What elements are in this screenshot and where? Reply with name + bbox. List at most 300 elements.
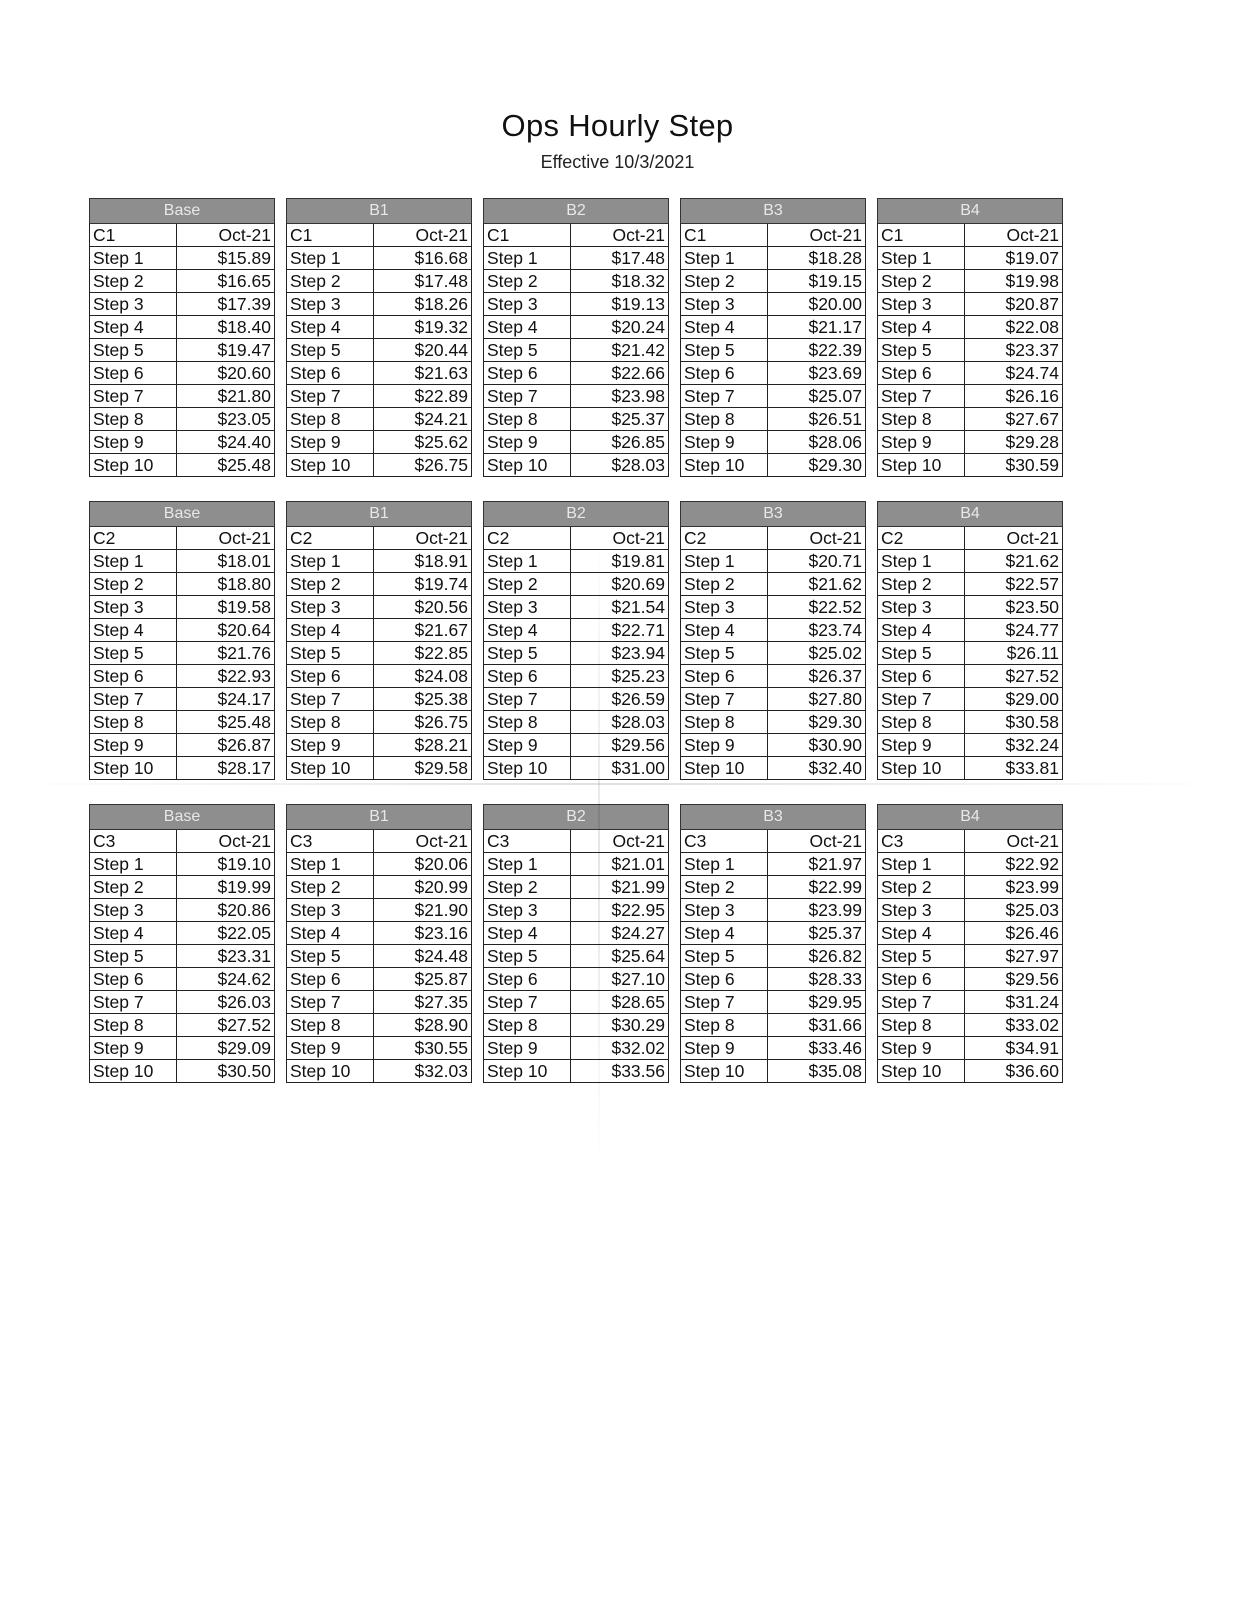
- step-row: [287, 876, 472, 899]
- step-row: [681, 945, 866, 968]
- hourly-rate: $25.07: [768, 385, 866, 408]
- step-label: Step 10: [287, 454, 374, 477]
- step-label: Step 4: [287, 316, 374, 339]
- hourly-rate: $26.87: [177, 734, 275, 757]
- step-label: Step 3: [90, 899, 177, 922]
- class-label: C3: [878, 830, 965, 853]
- step-label: Step 9: [484, 431, 571, 454]
- step-row: [681, 431, 866, 454]
- step-row: [484, 339, 669, 362]
- hourly-rate: $23.50: [965, 596, 1063, 619]
- step-row: [878, 1014, 1063, 1037]
- step-row: [681, 293, 866, 316]
- period-header: Oct-21: [965, 527, 1063, 550]
- hourly-rate: $29.09: [177, 1037, 275, 1060]
- step-label: Step 7: [90, 991, 177, 1014]
- step-label: Step 10: [287, 1060, 374, 1083]
- step-row: [484, 922, 669, 945]
- step-label: Step 2: [484, 876, 571, 899]
- step-row: [878, 991, 1063, 1014]
- class-label: C1: [878, 224, 965, 247]
- class-label: C3: [287, 830, 374, 853]
- step-row: [90, 573, 275, 596]
- step-row: [484, 293, 669, 316]
- hourly-rate: $19.74: [374, 573, 472, 596]
- hourly-rate: $19.81: [571, 550, 669, 573]
- step-label: Step 5: [90, 642, 177, 665]
- band-header: B4: [878, 199, 1063, 224]
- hourly-rate: $32.24: [965, 734, 1063, 757]
- band-header: B3: [681, 805, 866, 830]
- step-row: [287, 270, 472, 293]
- step-row: [878, 550, 1063, 573]
- step-row: [484, 573, 669, 596]
- step-label: Step 1: [90, 247, 177, 270]
- hourly-rate: $21.99: [571, 876, 669, 899]
- period-header: Oct-21: [374, 527, 472, 550]
- step-row: [90, 293, 275, 316]
- step-label: Step 1: [878, 247, 965, 270]
- hourly-rate: $26.46: [965, 922, 1063, 945]
- step-label: Step 9: [484, 1037, 571, 1060]
- step-label: Step 7: [484, 688, 571, 711]
- hourly-rate: $31.24: [965, 991, 1063, 1014]
- step-row: [287, 899, 472, 922]
- step-row: [287, 385, 472, 408]
- step-row: [878, 573, 1063, 596]
- hourly-rate: $26.75: [374, 711, 472, 734]
- step-label: Step 4: [878, 619, 965, 642]
- hourly-rate: $22.85: [374, 642, 472, 665]
- step-row: [90, 270, 275, 293]
- step-row: [287, 945, 472, 968]
- step-row: [878, 734, 1063, 757]
- step-label: Step 5: [484, 642, 571, 665]
- hourly-rate: $29.30: [768, 454, 866, 477]
- step-row: [90, 316, 275, 339]
- step-row: [681, 247, 866, 270]
- hourly-rate: $19.13: [571, 293, 669, 316]
- step-table-c3-base: [89, 804, 275, 1083]
- hourly-rate: $25.64: [571, 945, 669, 968]
- hourly-rate: $33.02: [965, 1014, 1063, 1037]
- step-row: [681, 385, 866, 408]
- band-header: B1: [287, 805, 472, 830]
- step-row: [484, 1014, 669, 1037]
- step-label: Step 10: [878, 1060, 965, 1083]
- step-row: [484, 642, 669, 665]
- step-row: [90, 431, 275, 454]
- hourly-rate: $28.06: [768, 431, 866, 454]
- step-row: [484, 665, 669, 688]
- hourly-rate: $21.01: [571, 853, 669, 876]
- step-row: [484, 688, 669, 711]
- step-label: Step 4: [90, 316, 177, 339]
- step-label: Step 10: [681, 757, 768, 780]
- step-label: Step 9: [681, 1037, 768, 1060]
- hourly-rate: $18.01: [177, 550, 275, 573]
- hourly-rate: $24.74: [965, 362, 1063, 385]
- step-label: Step 8: [878, 408, 965, 431]
- hourly-rate: $20.60: [177, 362, 275, 385]
- step-row: [90, 899, 275, 922]
- step-row: [681, 665, 866, 688]
- hourly-rate: $27.10: [571, 968, 669, 991]
- hourly-rate: $22.99: [768, 876, 866, 899]
- hourly-rate: $26.75: [374, 454, 472, 477]
- hourly-rate: $22.92: [965, 853, 1063, 876]
- hourly-rate: $33.56: [571, 1060, 669, 1083]
- step-label: Step 7: [681, 991, 768, 1014]
- step-label: Step 8: [90, 711, 177, 734]
- hourly-rate: $26.85: [571, 431, 669, 454]
- hourly-rate: $31.00: [571, 757, 669, 780]
- hourly-rate: $19.58: [177, 596, 275, 619]
- step-row: [287, 757, 472, 780]
- hourly-rate: $26.37: [768, 665, 866, 688]
- hourly-rate: $20.71: [768, 550, 866, 573]
- step-row: [90, 734, 275, 757]
- hourly-rate: $22.89: [374, 385, 472, 408]
- hourly-rate: $26.51: [768, 408, 866, 431]
- step-label: Step 9: [878, 1037, 965, 1060]
- hourly-rate: $21.62: [965, 550, 1063, 573]
- step-table-c3-b4: [877, 804, 1063, 1083]
- step-label: Step 2: [90, 270, 177, 293]
- class-label: C3: [90, 830, 177, 853]
- step-label: Step 10: [681, 454, 768, 477]
- hourly-rate: $22.39: [768, 339, 866, 362]
- class-label: C2: [681, 527, 768, 550]
- hourly-rate: $25.48: [177, 711, 275, 734]
- period-header: Oct-21: [768, 830, 866, 853]
- step-label: Step 7: [287, 688, 374, 711]
- step-label: Step 7: [484, 385, 571, 408]
- hourly-rate: $19.15: [768, 270, 866, 293]
- step-row: [681, 734, 866, 757]
- step-label: Step 4: [287, 619, 374, 642]
- step-label: Step 3: [878, 899, 965, 922]
- step-row: [681, 573, 866, 596]
- class-label: C1: [287, 224, 374, 247]
- hourly-rate: $21.76: [177, 642, 275, 665]
- step-label: Step 2: [681, 573, 768, 596]
- step-row: [681, 596, 866, 619]
- step-label: Step 1: [90, 853, 177, 876]
- hourly-rate: $27.35: [374, 991, 472, 1014]
- hourly-rate: $30.90: [768, 734, 866, 757]
- hourly-rate: $20.56: [374, 596, 472, 619]
- step-row: [90, 596, 275, 619]
- period-header: Oct-21: [571, 830, 669, 853]
- step-label: Step 4: [484, 922, 571, 945]
- hourly-rate: $23.74: [768, 619, 866, 642]
- step-label: Step 4: [878, 922, 965, 945]
- hourly-rate: $19.47: [177, 339, 275, 362]
- step-label: Step 1: [681, 550, 768, 573]
- step-row: [287, 316, 472, 339]
- step-table-c3-b3: [680, 804, 866, 1083]
- hourly-rate: $23.31: [177, 945, 275, 968]
- class-label: C1: [90, 224, 177, 247]
- hourly-rate: $22.52: [768, 596, 866, 619]
- step-label: Step 7: [878, 385, 965, 408]
- hourly-rate: $18.80: [177, 573, 275, 596]
- hourly-rate: $28.65: [571, 991, 669, 1014]
- hourly-rate: $30.55: [374, 1037, 472, 1060]
- step-row: [878, 757, 1063, 780]
- step-row: [90, 876, 275, 899]
- hourly-rate: $22.93: [177, 665, 275, 688]
- step-label: Step 6: [484, 968, 571, 991]
- step-table-grid: [89, 198, 1063, 1083]
- step-row: [484, 247, 669, 270]
- step-row: [484, 385, 669, 408]
- step-label: Step 3: [287, 596, 374, 619]
- step-label: Step 1: [878, 550, 965, 573]
- step-row: [287, 968, 472, 991]
- step-row: [90, 968, 275, 991]
- step-row: [90, 922, 275, 945]
- paper-fold-vertical: [598, 530, 600, 1170]
- band-header: B3: [681, 502, 866, 527]
- hourly-rate: $20.64: [177, 619, 275, 642]
- step-row: [90, 1037, 275, 1060]
- step-table-c1-b3: [680, 198, 866, 477]
- hourly-rate: $20.00: [768, 293, 866, 316]
- step-row: [681, 899, 866, 922]
- step-label: Step 4: [681, 922, 768, 945]
- hourly-rate: $20.44: [374, 339, 472, 362]
- step-row: [90, 1060, 275, 1083]
- step-label: Step 8: [681, 408, 768, 431]
- step-row: [878, 454, 1063, 477]
- step-row: [287, 642, 472, 665]
- band-header: Base: [90, 199, 275, 224]
- hourly-rate: $21.63: [374, 362, 472, 385]
- step-label: Step 2: [484, 573, 571, 596]
- step-label: Step 7: [484, 991, 571, 1014]
- step-label: Step 3: [681, 293, 768, 316]
- hourly-rate: $32.40: [768, 757, 866, 780]
- hourly-rate: $23.05: [177, 408, 275, 431]
- step-label: Step 10: [287, 757, 374, 780]
- step-label: Step 3: [484, 899, 571, 922]
- step-row: [287, 688, 472, 711]
- step-label: Step 8: [681, 1014, 768, 1037]
- hourly-rate: $32.02: [571, 1037, 669, 1060]
- step-label: Step 1: [90, 550, 177, 573]
- step-label: Step 2: [878, 876, 965, 899]
- step-label: Step 4: [90, 922, 177, 945]
- step-row: [90, 642, 275, 665]
- hourly-rate: $17.48: [571, 247, 669, 270]
- hourly-rate: $22.08: [965, 316, 1063, 339]
- step-row: [287, 619, 472, 642]
- step-row: [878, 316, 1063, 339]
- hourly-rate: $24.21: [374, 408, 472, 431]
- hourly-rate: $30.29: [571, 1014, 669, 1037]
- period-header: Oct-21: [965, 830, 1063, 853]
- hourly-rate: $18.40: [177, 316, 275, 339]
- step-row: [484, 1060, 669, 1083]
- step-label: Step 8: [287, 1014, 374, 1037]
- step-label: Step 7: [878, 688, 965, 711]
- step-label: Step 9: [287, 1037, 374, 1060]
- hourly-rate: $34.91: [965, 1037, 1063, 1060]
- step-label: Step 6: [681, 362, 768, 385]
- step-table-c3-b1: [286, 804, 472, 1083]
- step-row: [287, 293, 472, 316]
- step-label: Step 5: [287, 339, 374, 362]
- step-row: [287, 408, 472, 431]
- hourly-rate: $22.66: [571, 362, 669, 385]
- hourly-rate: $27.52: [177, 1014, 275, 1037]
- hourly-rate: $24.77: [965, 619, 1063, 642]
- hourly-rate: $23.99: [965, 876, 1063, 899]
- step-label: Step 4: [878, 316, 965, 339]
- hourly-rate: $19.98: [965, 270, 1063, 293]
- step-label: Step 9: [90, 1037, 177, 1060]
- hourly-rate: $25.02: [768, 642, 866, 665]
- step-label: Step 1: [681, 247, 768, 270]
- hourly-rate: $26.59: [571, 688, 669, 711]
- hourly-rate: $24.17: [177, 688, 275, 711]
- step-row: [484, 408, 669, 431]
- step-label: Step 1: [287, 853, 374, 876]
- step-row: [878, 408, 1063, 431]
- step-row: [878, 945, 1063, 968]
- step-label: Step 6: [90, 968, 177, 991]
- hourly-rate: $29.28: [965, 431, 1063, 454]
- hourly-rate: $23.98: [571, 385, 669, 408]
- step-table-c1-b2: [483, 198, 669, 477]
- hourly-rate: $28.21: [374, 734, 472, 757]
- hourly-rate: $30.58: [965, 711, 1063, 734]
- hourly-rate: $26.03: [177, 991, 275, 1014]
- step-label: Step 2: [878, 573, 965, 596]
- step-label: Step 7: [90, 688, 177, 711]
- hourly-rate: $29.58: [374, 757, 472, 780]
- step-label: Step 3: [681, 596, 768, 619]
- step-row: [90, 665, 275, 688]
- hourly-rate: $24.27: [571, 922, 669, 945]
- step-label: Step 10: [878, 454, 965, 477]
- step-label: Step 7: [287, 991, 374, 1014]
- hourly-rate: $25.23: [571, 665, 669, 688]
- step-label: Step 5: [681, 945, 768, 968]
- step-row: [484, 550, 669, 573]
- step-row: [878, 1037, 1063, 1060]
- step-label: Step 10: [878, 757, 965, 780]
- band-header: B4: [878, 502, 1063, 527]
- step-label: Step 2: [681, 270, 768, 293]
- step-row: [287, 1014, 472, 1037]
- step-row: [681, 968, 866, 991]
- step-label: Step 9: [681, 734, 768, 757]
- step-label: Step 6: [287, 968, 374, 991]
- step-table-c1-b1: [286, 198, 472, 477]
- step-label: Step 3: [484, 293, 571, 316]
- step-label: Step 5: [878, 642, 965, 665]
- step-row: [681, 408, 866, 431]
- band-header: B2: [484, 199, 669, 224]
- step-label: Step 3: [287, 293, 374, 316]
- step-row: [90, 711, 275, 734]
- step-label: Step 8: [484, 711, 571, 734]
- hourly-rate: $31.66: [768, 1014, 866, 1037]
- hourly-rate: $28.03: [571, 454, 669, 477]
- hourly-rate: $16.68: [374, 247, 472, 270]
- step-row: [681, 316, 866, 339]
- hourly-rate: $30.59: [965, 454, 1063, 477]
- step-row: [484, 1037, 669, 1060]
- step-label: Step 9: [681, 431, 768, 454]
- step-row: [878, 362, 1063, 385]
- band-header: B1: [287, 502, 472, 527]
- step-label: Step 7: [681, 688, 768, 711]
- step-row: [287, 454, 472, 477]
- step-label: Step 8: [878, 1014, 965, 1037]
- period-header: Oct-21: [571, 224, 669, 247]
- step-row: [287, 596, 472, 619]
- hourly-rate: $17.39: [177, 293, 275, 316]
- step-label: Step 4: [287, 922, 374, 945]
- step-row: [484, 991, 669, 1014]
- step-row: [681, 922, 866, 945]
- step-row: [484, 711, 669, 734]
- hourly-rate: $25.37: [571, 408, 669, 431]
- hourly-rate: $24.62: [177, 968, 275, 991]
- hourly-rate: $26.11: [965, 642, 1063, 665]
- step-label: Step 8: [287, 711, 374, 734]
- hourly-rate: $25.62: [374, 431, 472, 454]
- class-label: C3: [484, 830, 571, 853]
- period-header: Oct-21: [965, 224, 1063, 247]
- step-label: Step 5: [681, 339, 768, 362]
- step-label: Step 5: [484, 339, 571, 362]
- hourly-rate: $15.89: [177, 247, 275, 270]
- step-table-c2-b4: [877, 501, 1063, 780]
- step-row: [484, 945, 669, 968]
- step-row: [287, 734, 472, 757]
- band-header: B1: [287, 199, 472, 224]
- step-label: Step 9: [90, 431, 177, 454]
- band-header: Base: [90, 805, 275, 830]
- step-row: [484, 876, 669, 899]
- step-row: [90, 339, 275, 362]
- step-row: [90, 362, 275, 385]
- step-table-c2-b1: [286, 501, 472, 780]
- hourly-rate: $21.67: [374, 619, 472, 642]
- hourly-rate: $25.87: [374, 968, 472, 991]
- step-label: Step 5: [287, 945, 374, 968]
- step-row: [287, 1060, 472, 1083]
- step-label: Step 1: [287, 247, 374, 270]
- step-row: [681, 270, 866, 293]
- step-row: [90, 619, 275, 642]
- step-row: [287, 550, 472, 573]
- hourly-rate: $29.56: [571, 734, 669, 757]
- step-label: Step 6: [681, 665, 768, 688]
- class-label: C2: [90, 527, 177, 550]
- step-label: Step 9: [878, 431, 965, 454]
- step-row: [90, 550, 275, 573]
- step-row: [90, 385, 275, 408]
- step-label: Step 6: [287, 362, 374, 385]
- step-label: Step 10: [90, 757, 177, 780]
- step-row: [90, 454, 275, 477]
